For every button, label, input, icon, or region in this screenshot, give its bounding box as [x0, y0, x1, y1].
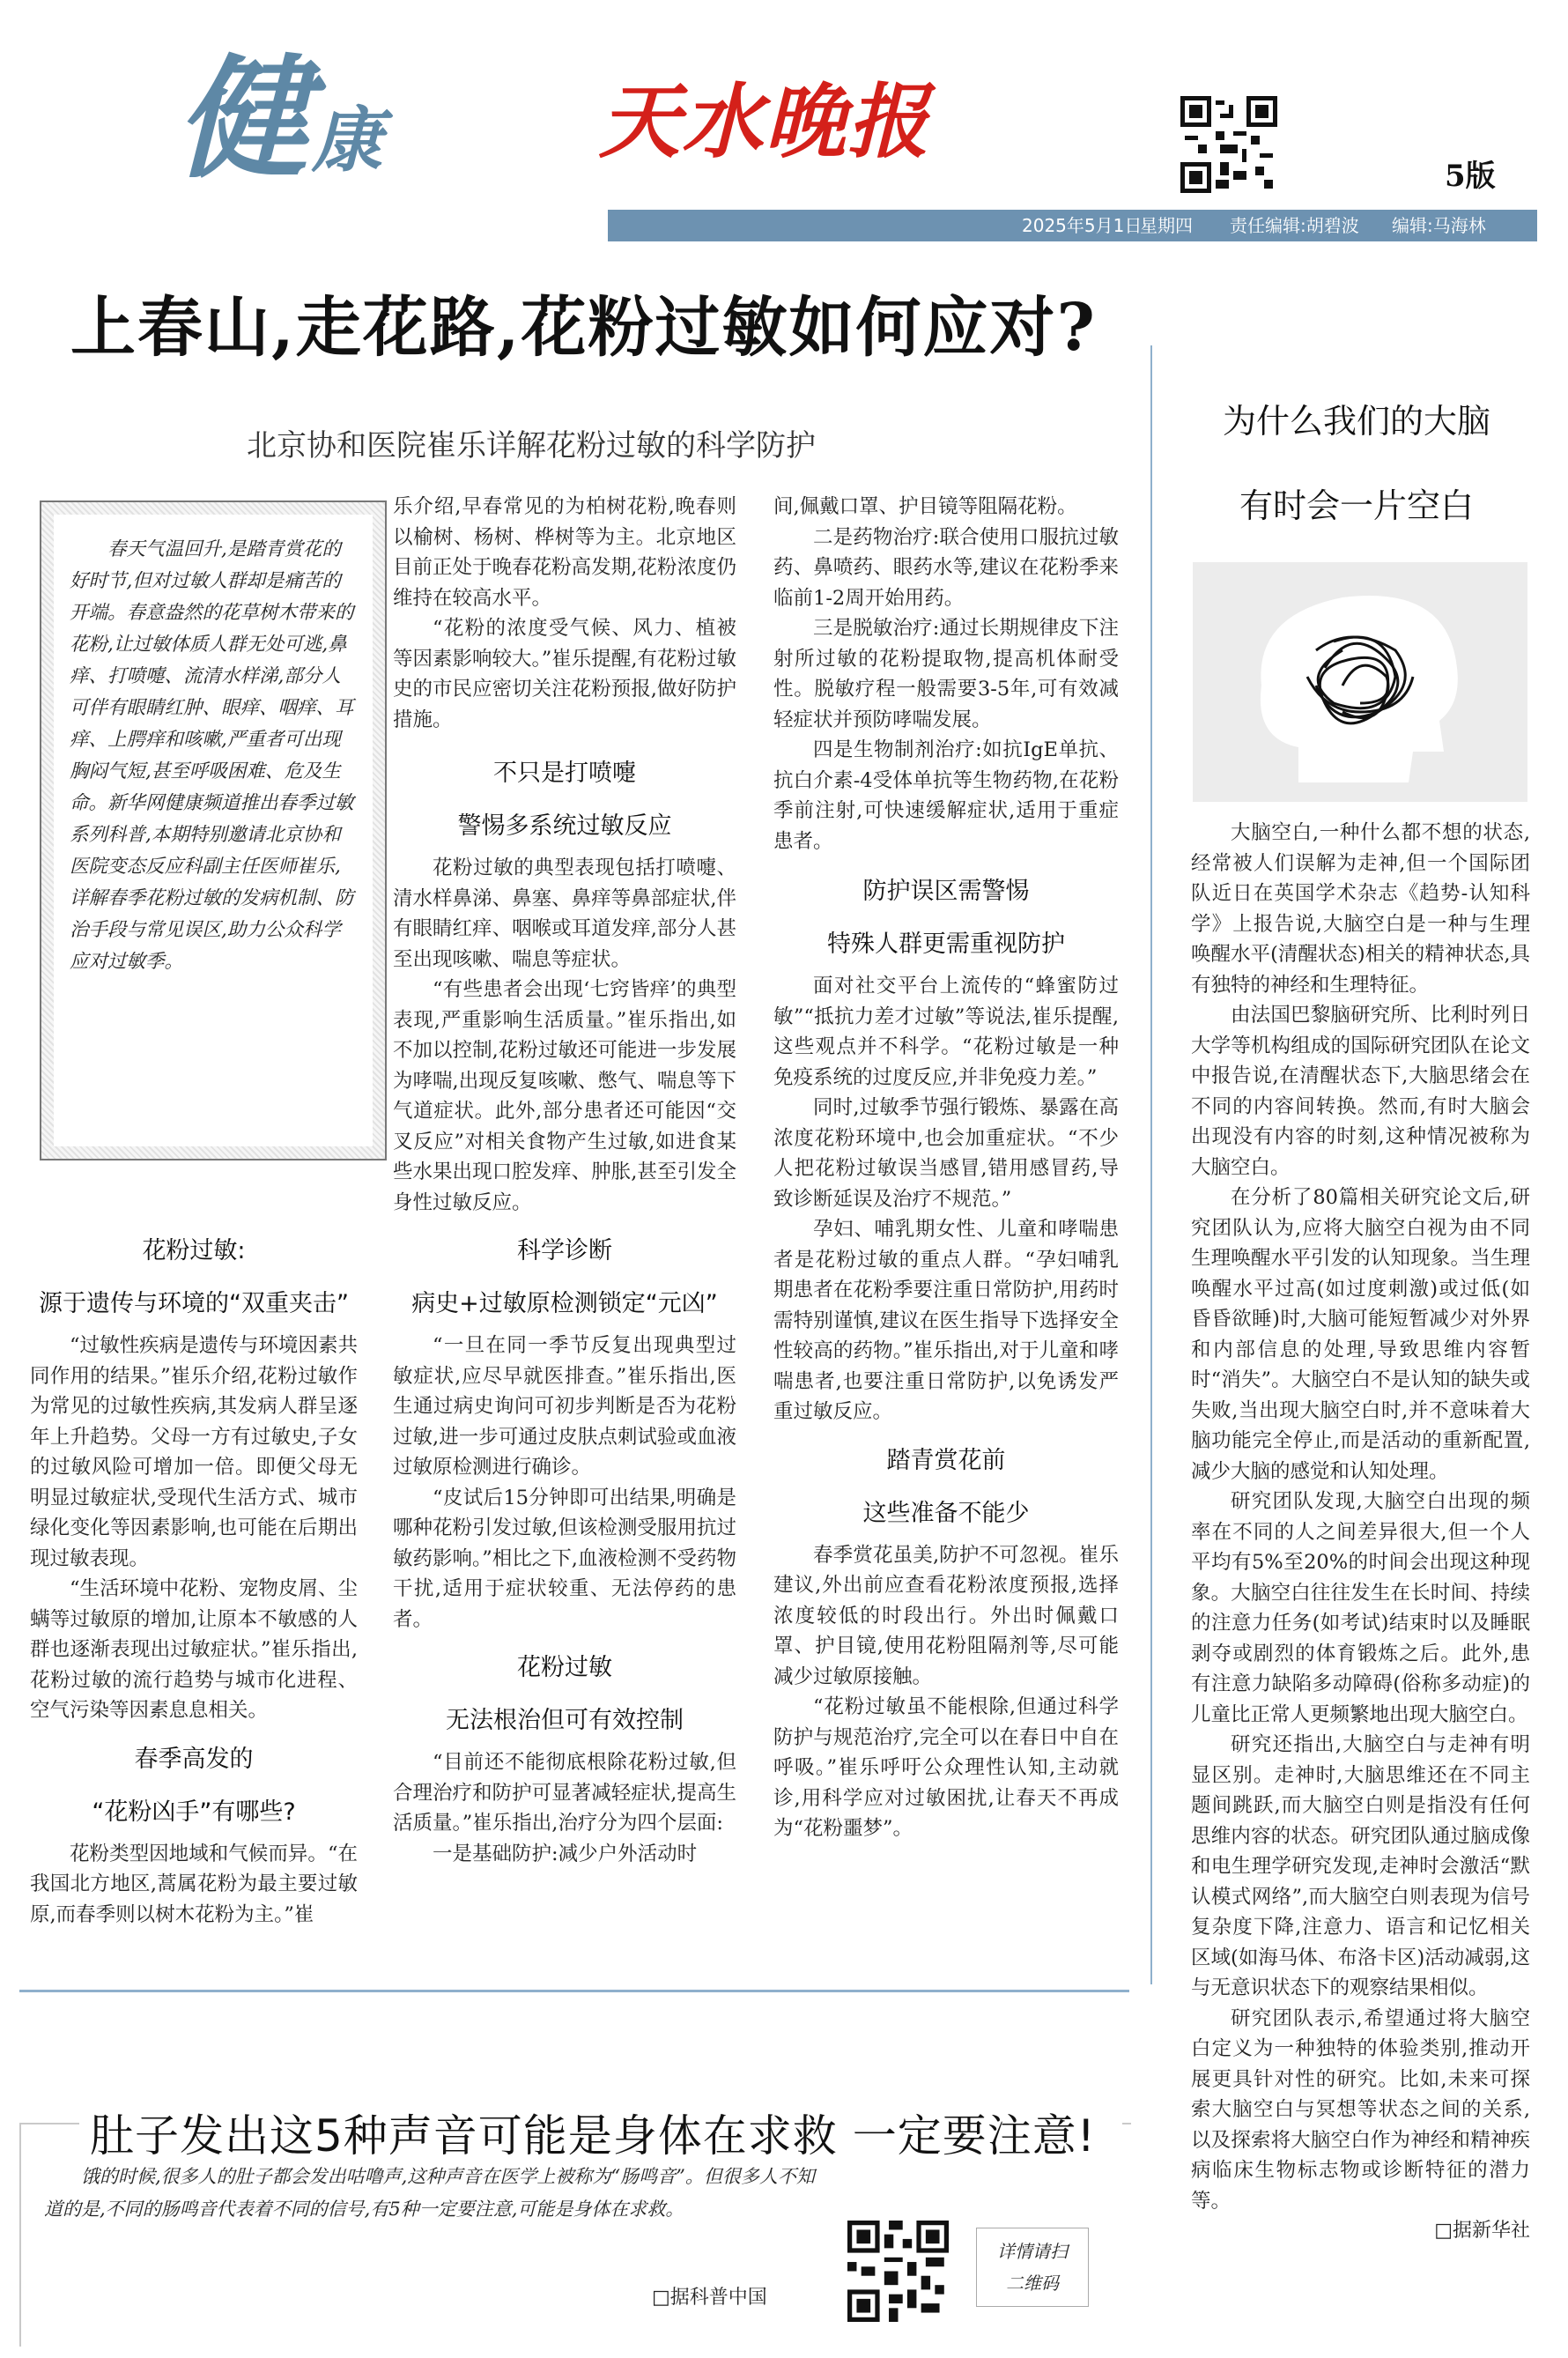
- copy-editor: 编辑:马海林: [1392, 215, 1486, 236]
- paragraph: 孕妇、哺乳期女性、儿童和哮喘患者是花粉过敏的重点人群。“孕妇哺乳期患者在花粉季要注重日常防护,用药时需特别谨慎,建议在医生指导下选择安全性较高的药物。”崔乐指出,对于儿童和哮喘患者,也要注重日常防护,以免诱发严重过敏反应。: [773, 1218, 1119, 1423]
- qr-code-note: [976, 2228, 1089, 2307]
- section-heading-line: 踏青赏花前: [886, 1446, 1006, 1474]
- sidebar-headline: [1180, 379, 1533, 548]
- responsible-editor: 责任编辑:胡碧波: [1230, 215, 1359, 236]
- paragraph: “花粉过敏虽不能根除,但通过科学防护与规范治疗,完全可以在春日中自在呼吸。”崔乐呼吁公众理性认知,主动就诊,用科学应对过敏困扰,让春天不再成为“花粉噩梦”。: [773, 1695, 1119, 1840]
- section-heading-line: 花粉过敏: [517, 1654, 612, 1681]
- article-column-1: [30, 1225, 358, 1930]
- section-heading-line: 春季高发的: [134, 1745, 254, 1773]
- section-heading-line: 这些准备不能少: [862, 1499, 1030, 1527]
- article-subtitle: 北京协和医院崔乐详解花粉过敏的科学防护: [247, 428, 816, 463]
- section-heading-line: 特殊人群更需重视防护: [827, 931, 1065, 958]
- paragraph: 大脑空白,一种什么都不想的状态,经常被人们误解为走神,但一个国际团队近日在英国学术杂志《趋势-认知科学》上报告说,大脑空白是一种与生理唤醒水平(清醒状态)相关的精神状态,具有独特的神经和生理特征。: [1191, 821, 1530, 997]
- column-divider: [1150, 345, 1152, 1984]
- section-heading-line: 不只是打喷嚏: [493, 760, 636, 787]
- article-intro: 春天气温回升,是踏青赏花的好时节,但对过敏人群却是痛苦的开端。春意盎然的花草树木带来的花粉,让过敏体质人群无处可逃,鼻痒、打喷嚏、流清水样涕,部分人可伴有眼睛红肿、眼痒、咽痒、耳痒、上腭痒和咳嗽,严重者可出现胸闷气短,甚至呼吸困难、危及生命。新华网健康频道推出春季过敏系列科普,本期特别邀请北京协和医院变态反应科副主任医师崔乐,详解春季花粉过敏的发病机制、防治手段与常见误区,助力公众科学应对过敏季。: [54, 515, 373, 1146]
- section-heading: [773, 1435, 1119, 1540]
- section-heading-line: 科学诊断: [517, 1237, 612, 1264]
- paragraph: “有些患者会出现‘七窍皆痒’的典型表现,严重影响生活质量。”崔乐指出,如不加以控制,花粉过敏还可能进一步发展为哮喘,出现反复咳嗽、憋气、喘息等下气道症状。此外,部分患者还可能因“交叉反应”对相关食物产生过敏,如进食某些水果出现口腔发痒、肿胀,甚至引发全身性过敏反应。: [393, 978, 736, 1214]
- article-intro-box: [40, 501, 387, 1160]
- paragraph: 三是脱敏治疗:通过长期规律皮下注射所过敏的花粉提取物,提高机体耐受性。脱敏疗程一般需要3-5年,可有效减轻症状并预防哮喘发展。: [773, 617, 1119, 731]
- article-column-2: [393, 492, 736, 1869]
- paragraph: 同时,过敏季节强行锻炼、暴露在高浓度花粉环境中,也会加重症状。“不少人把花粉过敏误当感冒,错用感冒药,导致诊断延误及治疗不规范。”: [773, 1096, 1119, 1211]
- paragraph: 春季赏花虽美,防护不可忽视。崔乐建议,外出前应查看花粉浓度预报,选择浓度较低的时段出行。外出时佩戴口罩、护目镜,使用花粉阻隔剂等,尽可能减少过敏原接触。: [773, 1543, 1119, 1688]
- article-headline: 上春山,走花路,花粉过敏如何应对?: [70, 290, 1097, 366]
- bottom-teaser-source: □据科普中国: [652, 2287, 767, 2309]
- brain-illustration: [1193, 562, 1527, 802]
- paragraph: “过敏性疾病是遗传与环境因素共同作用的结果。”崔乐介绍,花粉过敏作为常见的过敏性疾病,其发病人群呈逐年上升趋势。父母一方有过敏史,子女的过敏风险可增加一倍。即便父母无明显过敏症状,受现代生活方式、城市绿化变化等因素影响,也可能在后期出现过敏表现。: [30, 1334, 358, 1570]
- paragraph: 一是基础防护:减少户外活动时: [433, 1842, 698, 1865]
- section-logo: [176, 41, 378, 196]
- qr-code-icon[interactable]: [847, 2221, 949, 2322]
- paragraph: “一旦在同一季节反复出现典型过敏症状,应尽早就医排查。”崔乐指出,医生通过病史询问可初步判断是否为花粉过敏,进一步可通过皮肤点刺试验或血液过敏原检测进行确诊。: [393, 1334, 736, 1479]
- paragraph: 研究团队表示,希望通过将大脑空白定义为一种独特的体验类别,推动开展更具针对性的研究。比如,未来可探索大脑空白与冥想等状态之间的关系,以及探索将大脑空白作为神经和精神疾病临床生物标志物或诊断特征的潜力等。: [1191, 2006, 1530, 2213]
- section-heading-line: 防护误区需警惕: [862, 878, 1030, 905]
- paragraph: 研究团队发现,大脑空白出现的频率在不同的人之间差异很大,但一个人平均有5%至20%的时间会出现这种现象。大脑空白往往发生在长时间、持续的注意力任务(如考试)结束时以及睡眠剥夺或剧烈的体育锻炼之后。此外,患有注意力缺陷多动障碍(俗称多动症)的儿童比正常人更频繁地出现大脑空白。: [1191, 1490, 1530, 1726]
- section-heading: [393, 1225, 736, 1331]
- section-heading-line: 花粉过敏:: [142, 1237, 246, 1264]
- section-heading: [30, 1733, 358, 1839]
- sidebar-headline-line: 有时会一片空白: [1239, 486, 1474, 525]
- sidebar-body: [1191, 818, 1530, 2247]
- paragraph: 在分析了80篇相关研究论文后,研究团队认为,应将大脑空白视为由不同生理唤醒水平引发的认知现象。当生理唤醒水平过高(如过度刺激)或过低(如昏昏欲睡)时,大脑可能短暂减少对外界和内部信息的处理,导致思维内容暂时“消失”。大脑空白不是认知的缺失或失败,当出现大脑空白时,并不意味着大脑功能完全停止,而是活动的重新配置,减少大脑的感觉和认知处理。: [1191, 1186, 1530, 1483]
- section-heading: [393, 747, 736, 853]
- sidebar-source: □据新华社: [1434, 2220, 1530, 2242]
- issue-date: 2025年5月1日: [1022, 215, 1143, 236]
- section-heading: [30, 1225, 358, 1331]
- paragraph: 二是药物治疗:联合使用口服抗过敏药、鼻喷药、眼药水等,建议在花粉季来临前1-2周开始用药。: [773, 525, 1119, 610]
- bottom-teaser-text: 饿的时候,很多人的肚子都会发出咕噜声,这种声音在医学上被称为“肠鸣音”。但很多人不知道的是,不同的肠鸣音代表着不同的信号,有5种一定要注意,可能是身体在求救。: [44, 2166, 815, 2220]
- qr-code-note-line: 二维码: [1006, 2273, 1059, 2294]
- paragraph: 乐介绍,早春常见的为柏树花粉,晚春则以榆树、杨树、桦树等为主。北京地区目前正处于晚春花粉高发期,花粉浓度仍维持在较高水平。: [393, 495, 736, 610]
- paragraph: 间,佩戴口罩、护目镜等阻隔花粉。: [773, 495, 1077, 518]
- bottom-teaser-headline[interactable]: 肚子发出这5种声音可能是身体在求救 一定要注意!: [79, 2101, 1122, 2164]
- section-heading-line: 无法根治但可有效控制: [446, 1707, 684, 1734]
- paragraph: “花粉的浓度受气候、风力、植被等因素影响较大。”崔乐提醒,有花粉过敏史的市民应密切关注花粉预报,做好防护措施。: [393, 617, 736, 731]
- paragraph: “生活环境中花粉、宠物皮屑、尘螨等过敏原的增加,让原本不敏感的人群也逐渐表现出过敏症状。”崔乐指出,花粉过敏的流行趋势与城市化进程、空气污染等因素息息相关。: [30, 1577, 358, 1722]
- section-heading: [773, 865, 1119, 971]
- section-heading: [393, 1642, 736, 1747]
- section-heading-line: “花粉凶手”有哪些?: [92, 1798, 296, 1826]
- dateline-bar: [608, 210, 1537, 241]
- paragraph: 面对社交平台上流传的“蜂蜜防过敏”“抵抗力差才过敏”等说法,崔乐提醒,这些观点并不科学。“花粉过敏是一种免疫系统的过度反应,并非免疫力差。”: [773, 975, 1119, 1089]
- newspaper-name: 天水晚报: [599, 74, 931, 169]
- paragraph: 研究还指出,大脑空白与走神有明显区别。走神时,大脑思维还在不同主题间跳跃,而大脑空白则是指没有任何思维内容的状态。研究团队通过脑成像和电生理学研究发现,走神时会激活“默认模式网络”,而大脑空白则表现为信号复杂度下降,注意力、语言和记忆相关区域(如海马体、布洛卡区)活动减弱,这与无意识状态下的观察结果相似。: [1191, 1733, 1530, 1999]
- qr-code-icon[interactable]: [1180, 95, 1277, 194]
- paragraph: 四是生物制剂治疗:如抗IgE单抗、抗白介素-4受体单抗等生物药物,在花粉季前注射,可快速缓解症状,适用于重症患者。: [773, 738, 1119, 853]
- section-heading-line: 警惕多系统过敏反应: [457, 812, 672, 840]
- section-logo-small: 康: [312, 99, 378, 182]
- edition-number: 5版: [1445, 159, 1496, 194]
- paragraph: 花粉类型因地域和气候而异。“在我国北方地区,蒿属花粉为最主要过敏原,而春季则以树木花粉为主。”崔: [30, 1842, 358, 1926]
- article-column-3: [773, 492, 1119, 1844]
- paragraph: “皮试后15分钟即可出结果,明确是哪种花粉引发过敏,但该检测受服用抗过敏药影响。”相比之下,血液检测不受药物干扰,适用于症状较重、无法停药的患者。: [393, 1486, 736, 1631]
- qr-code-note-line: 详情请扫: [997, 2241, 1068, 2262]
- section-logo-big: 健: [176, 41, 304, 196]
- paragraph: 由法国巴黎脑研究所、比利时列日大学等机构组成的国际研究团队在论文中报告说,在清醒状态下,大脑思绪会在不同的内容间转换。然而,有时大脑会出现没有内容的时刻,这种情况被称为大脑空白。: [1191, 1004, 1530, 1179]
- section-heading-line: 源于遗传与环境的“双重夹击”: [39, 1290, 349, 1317]
- section-heading-line: 病史+过敏原检测锁定“元凶”: [411, 1290, 718, 1317]
- issue-weekday: 星期四: [1140, 215, 1193, 236]
- paragraph: “目前还不能彻底根除花粉过敏,但合理治疗和防护可显著减轻症状,提高生活质量。”崔乐指出,治疗分为四个层面:: [393, 1751, 736, 1835]
- paragraph: 花粉过敏的典型表现包括打喷嚏、清水样鼻涕、鼻塞、鼻痒等鼻部症状,伴有眼睛红痒、咽喉或耳道发痒,部分人甚至出现咳嗽、喘息等症状。: [393, 856, 736, 971]
- sidebar-headline-line: 为什么我们的大脑: [1222, 402, 1490, 441]
